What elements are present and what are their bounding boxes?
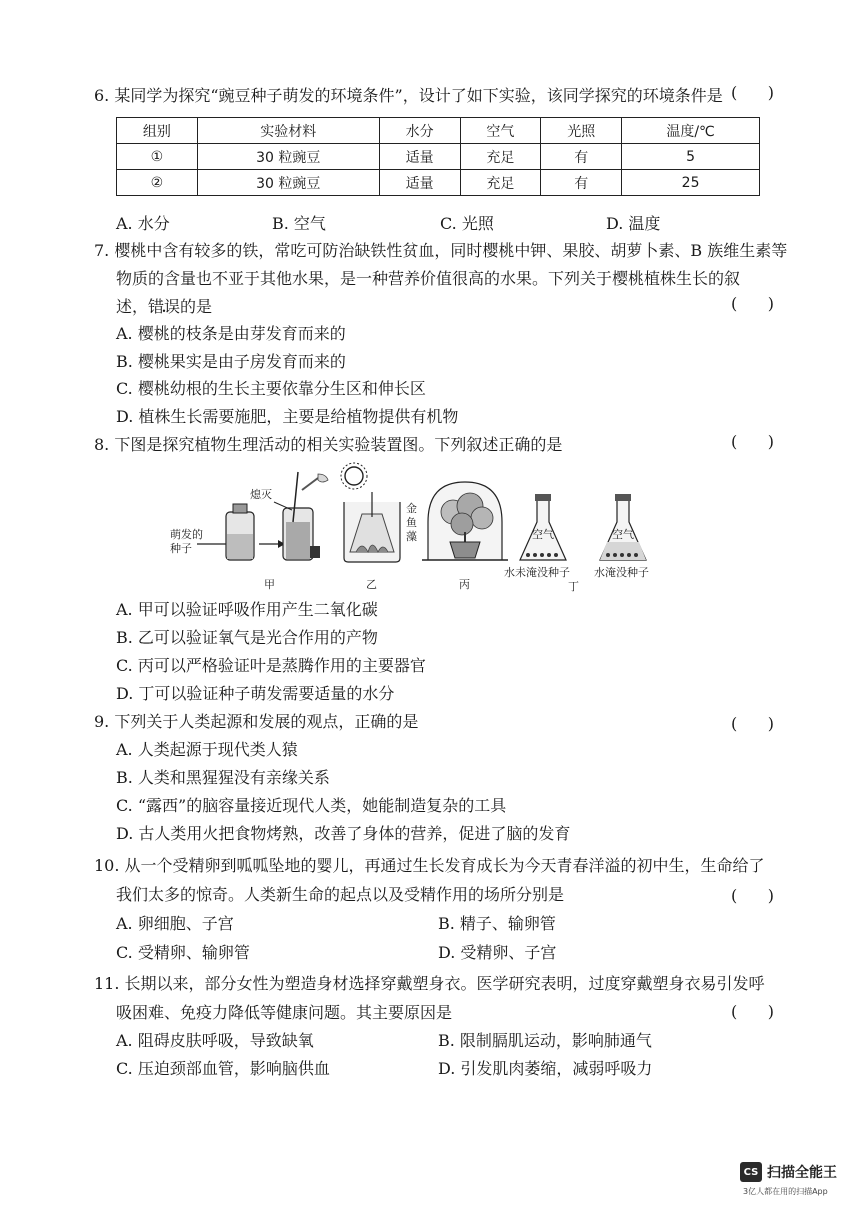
q10-option-c: C. 受精卵、输卵管 (116, 943, 250, 962)
table-cell: 25 (622, 170, 760, 196)
q6-experiment-table (116, 117, 760, 196)
air-label-b: 空气 (612, 528, 634, 541)
apparatus-yi (341, 463, 417, 591)
q8-option-b: B. 乙可以验证氧气是光合作用的产物 (116, 628, 378, 647)
label-jia: 甲 (264, 578, 275, 591)
apparatus-bing (422, 482, 508, 591)
q7-answer-blank: ( ) (731, 294, 774, 313)
flask-b-label: 水淹没种子 (594, 566, 649, 579)
scanner-app-name: 扫描全能王 (767, 1165, 837, 1181)
q8-experiment-figure (170, 462, 710, 592)
sun-icon (341, 463, 367, 489)
table-row (117, 170, 760, 196)
seed-label-line2: 种子 (170, 542, 192, 555)
q7-stem-post: 的是 (180, 297, 213, 316)
table-header: 光照 (541, 118, 622, 144)
table-cell: 30 粒豌豆 (197, 170, 379, 196)
q9-stem: 9. 下列关于人类起源和发展的观点，正确的是 (94, 712, 419, 731)
table-cell: 充足 (460, 170, 541, 196)
table-cell: 适量 (379, 170, 460, 196)
q8-option-d: D. 丁可以验证种子萌发需要适量的水分 (116, 684, 395, 703)
table-header: 温度/℃ (622, 118, 760, 144)
q9-option-d: D. 古人类用火把食物烤熟，改善了身体的营养，促进了脑的发育 (116, 824, 571, 843)
table-cell: 适量 (379, 144, 460, 170)
goldfish-algae-label-2: 鱼 (406, 516, 417, 529)
q11-option-a: A. 阻碍皮肤呼吸，导致缺氧 (116, 1031, 314, 1050)
apparatus-ding (504, 494, 649, 592)
q7-option-c: C. 樱桃幼根的生长主要依靠分生区和伸长区 (116, 379, 426, 398)
extinguish-label: 熄灭 (250, 488, 272, 501)
q11-answer-blank: ( ) (731, 1002, 774, 1021)
q7-stem-pre: 述， (116, 297, 149, 316)
q7-emphasis-text: 错误 (148, 297, 181, 316)
q11-option-b: B. 限制膈肌运动，影响肺通气 (438, 1031, 652, 1050)
flask-a-label: 水未淹没种子 (504, 566, 570, 579)
table-header-row (117, 118, 760, 144)
table-cell: 充足 (460, 144, 541, 170)
table-cell: 5 (622, 144, 760, 170)
q6-stem: 6. 某同学为探究“豌豆种子萌发的环境条件”，设计了如下实验，该同学探究的环境条件是 (94, 86, 723, 105)
q7-option-d: D. 植株生长需要施肥，主要是给植物提供有机物 (116, 407, 459, 426)
q11-stem-line2: 吸困难、免疫力降低等健康问题。其主要原因是 (116, 1003, 453, 1022)
q8-option-a: A. 甲可以验证呼吸作用产生二氧化碳 (116, 600, 378, 619)
q7-stem-line2: 物质的含量也不亚于其他水果，是一种营养价值很高的水果。下列关于樱桃植株生长的叙 (116, 269, 741, 288)
seed-label-line1: 萌发的 (170, 528, 203, 541)
table-cell: 有 (541, 170, 622, 196)
table-header: 实验材料 (197, 118, 379, 144)
q7-stem-line3 (116, 294, 212, 320)
goldfish-algae-label-3: 藻 (406, 530, 417, 543)
scanner-logo-icon: CS (740, 1162, 762, 1182)
label-yi: 乙 (366, 578, 377, 591)
q10-answer-blank: ( ) (731, 886, 774, 905)
q6-answer-blank: ( ) (731, 83, 774, 102)
apparatus-jia (170, 472, 328, 591)
table-cell: ① (117, 144, 198, 170)
scanner-tagline: 3亿人都在用的扫描App (743, 1187, 828, 1196)
goldfish-algae-label-1: 金 (406, 502, 417, 515)
q11-stem-line1: 11. 长期以来，部分女性为塑造身材选择穿戴塑身衣。医学研究表明，过度穿戴塑身衣易引发呼 (94, 974, 765, 993)
q10-stem-line2: 我们太多的惊奇。人类新生命的起点以及受精作用的场所分别是 (116, 885, 565, 904)
q10-option-d: D. 受精卵、子宫 (438, 943, 557, 962)
table-cell: 30 粒豌豆 (197, 144, 379, 170)
q8-answer-blank: ( ) (731, 432, 774, 451)
q11-option-d: D. 引发肌肉萎缩，减弱呼吸力 (438, 1059, 653, 1078)
q8-stem: 8. 下图是探究植物生理活动的相关实验装置图。下列叙述正确的是 (94, 435, 563, 454)
q6-option-b: B. 空气 (272, 214, 326, 233)
table-row (117, 144, 760, 170)
q6-option-c: C. 光照 (440, 214, 494, 233)
scanner-watermark (740, 1162, 837, 1182)
q7-stem-line1: 7. 樱桃中含有较多的铁，常吃可防治缺铁性贫血，同时樱桃中钾、果胶、胡萝卜素、B 族维生素等 (94, 241, 788, 260)
q9-option-c: C. “露西”的脑容量接近现代人类，她能制造复杂的工具 (116, 796, 507, 815)
table-header: 组别 (117, 118, 198, 144)
q9-option-a: A. 人类起源于现代类人猿 (116, 740, 298, 759)
q10-stem-line1: 10. 从一个受精卵到呱呱坠地的婴儿，再通过生长发育成长为今天青春洋溢的初中生，生命给了 (94, 856, 765, 875)
q10-option-a: A. 卵细胞、子宫 (116, 914, 234, 933)
table-cell: 有 (541, 144, 622, 170)
q8-option-c: C. 丙可以严格验证叶是蒸腾作用的主要器官 (116, 656, 426, 675)
air-label-a: 空气 (532, 528, 554, 541)
table-header: 空气 (460, 118, 541, 144)
label-ding: 丁 (568, 580, 579, 592)
q7-option-a: A. 樱桃的枝条是由芽发育而来的 (116, 324, 346, 343)
table-header: 水分 (379, 118, 460, 144)
q6-option-d: D. 温度 (606, 214, 661, 233)
q7-option-b: B. 樱桃果实是由子房发育而来的 (116, 352, 346, 371)
q9-option-b: B. 人类和黑猩猩没有亲缘关系 (116, 768, 330, 787)
q6-option-a: A. 水分 (116, 214, 170, 233)
q11-option-c: C. 压迫颈部血管，影响脑供血 (116, 1059, 330, 1078)
table-cell: ② (117, 170, 198, 196)
label-bing: 丙 (459, 578, 470, 591)
q9-answer-blank: ( ) (731, 714, 774, 733)
q10-option-b: B. 精子、输卵管 (438, 914, 556, 933)
